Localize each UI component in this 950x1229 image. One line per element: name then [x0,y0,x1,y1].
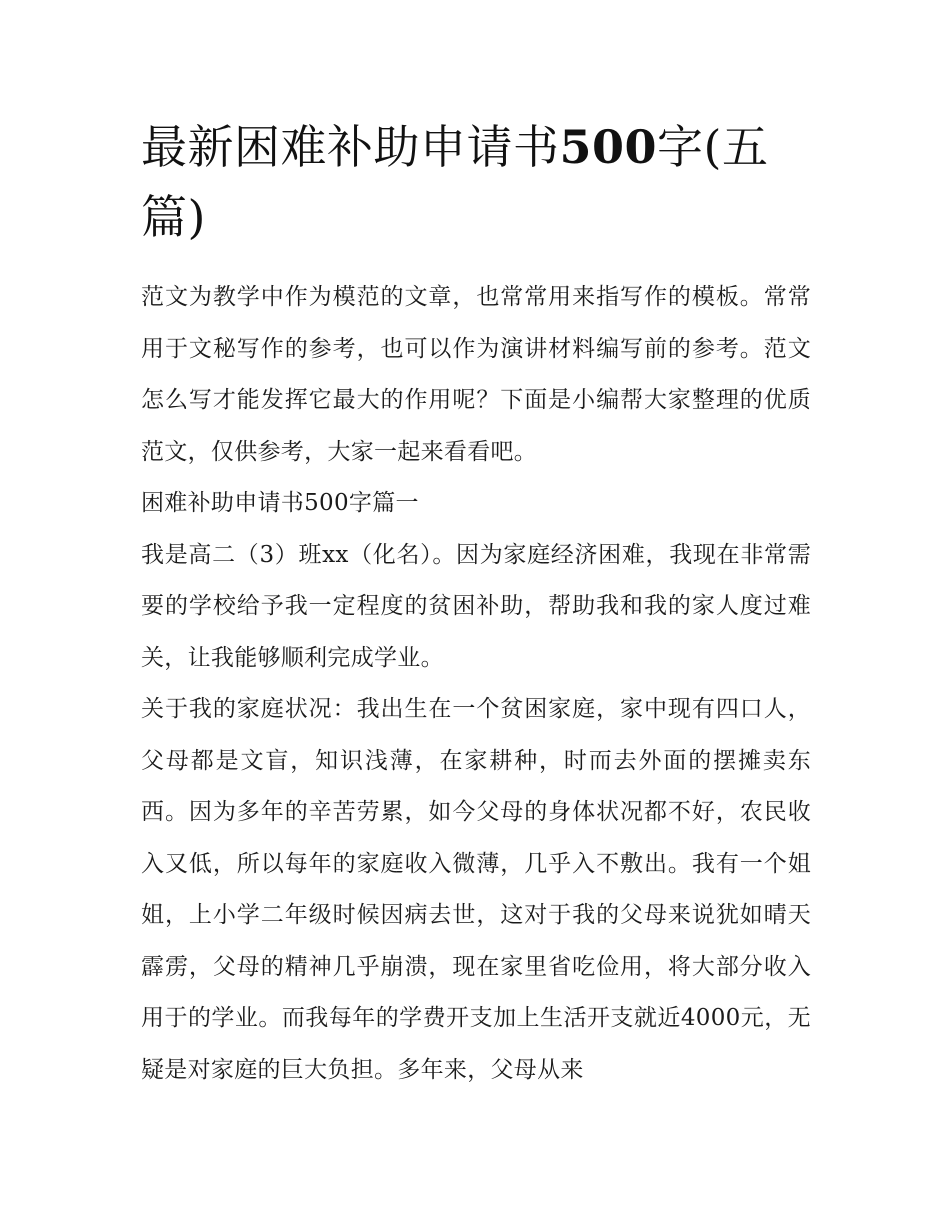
document-body [141,272,811,1096]
title-suffix: 字(五篇) [141,120,769,244]
document-content [141,112,811,1096]
title-prefix: 最新困难补助申请书 [141,120,560,174]
document-title [141,112,811,252]
body-paragraph: 关于我的家庭状况：我出生在一个贫困家庭，家中现有四口人，父母都是文盲，知识浅薄，在家耕种，时而去外面的摆摊卖东西。因为多年的辛苦劳累，如今父母的身体状况都不好，农民收入又低，所以每年的家庭收入微薄，几乎入不敷出。我有一个姐姐，上小学二年级时候因病去世，这对于我的父母来说犹如晴天霹雳，父母的精神几乎崩溃，现在家里省吃俭用，将大部分收入用于的学业。而我每年的学费开支加上生活开支就近4000元，无疑是对家庭的巨大负担。多年来，父母从来 [141,696,811,1083]
intro-paragraph: 范文为教学中作为模范的文章，也常常用来指写作的模板。常常用于文秘写作的参考，也可以作为演讲材料编写前的参考。范文怎么写才能发挥它最大的作用呢？下面是小编帮大家整理的优质范文，仅供参考，大家一起来看看吧。 [141,284,811,465]
body-paragraph: 我是高二（3）班xx（化名）。因为家庭经济困难，我现在非常需要的学校给予我一定程度的贫困补助，帮助我和我的家人度过难关，让我能够顺利完成学业。 [141,541,811,671]
title-number: 500 [559,120,658,174]
section-heading: 困难补助申请书500字篇一 [141,490,419,516]
